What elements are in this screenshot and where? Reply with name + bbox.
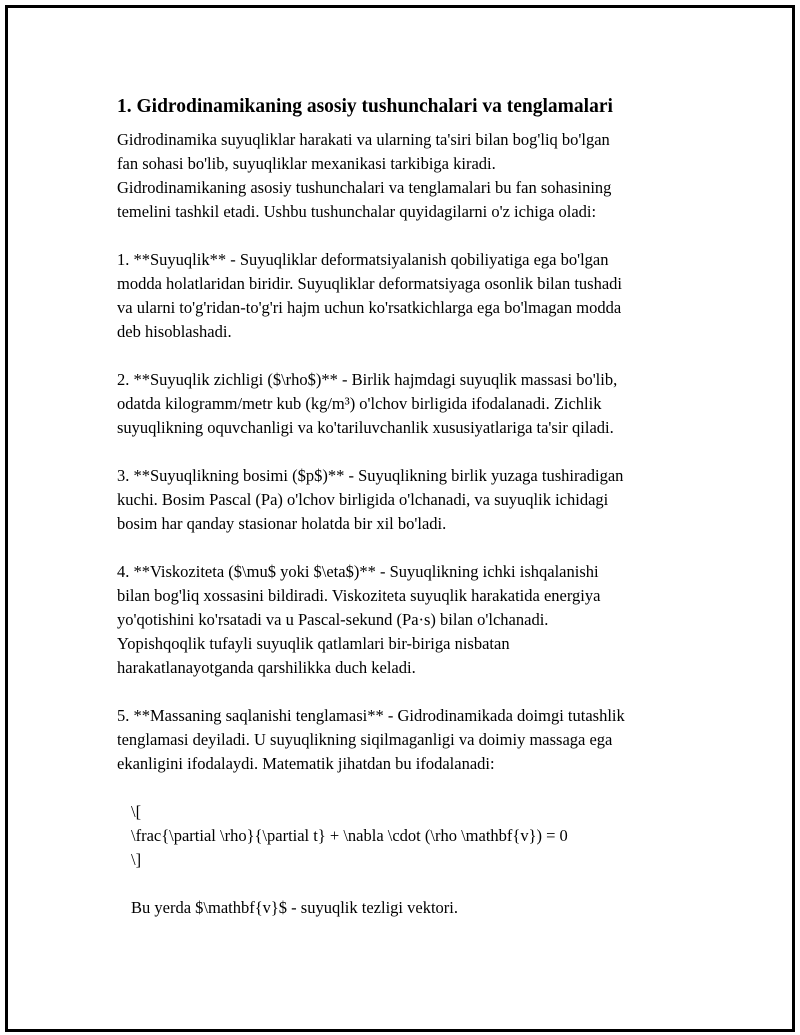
- paragraph-line: va ularni to'g'ridan-to'g'ri hajm uchun ko'rsatkichlarga ega bo'lmagan modda: [117, 298, 622, 317]
- paragraph-line: odatda kilogramm/metr kub (kg/m³) o'lchov birligida ifodalanadi. Zichlik: [117, 394, 602, 413]
- continuity-equation: [131, 800, 717, 872]
- paragraph-line: Gidrodinamika suyuqliklar harakati va ularning ta'siri bilan bog'liq bo'lgan: [117, 130, 610, 149]
- paragraph-line: Yopishqoqlik tufayli suyuqlik qatlamlari bir-biriga nisbatan: [117, 634, 510, 653]
- formula-line: \[: [131, 802, 142, 821]
- paragraph-line: harakatlanayotganda qarshilikka duch keladi.: [117, 658, 416, 677]
- formula-line: \]: [131, 850, 142, 869]
- paragraph-line: kuchi. Bosim Pascal (Pa) o'lchov birligida o'lchanadi, va suyuqlik ichidagi: [117, 490, 609, 509]
- paragraph-line: 5. **Massaning saqlanishi tenglamasi** - Gidrodinamikada doimgi tutashlik: [117, 706, 625, 725]
- paragraph-line: yo'qotishini ko'rsatadi va u Pascal-sekund (Pa·s) bilan o'lchanadi.: [117, 610, 549, 629]
- paragraph-line: ekanligini ifodalaydi. Matematik jihatdan bu ifodalanadi:: [117, 754, 495, 773]
- paragraph-line: Gidrodinamikaning asosiy tushunchalari va tenglamalari bu fan sohasining: [117, 178, 612, 197]
- paragraph-line: deb hisoblashadi.: [117, 322, 232, 341]
- paragraph-line: 2. **Suyuqlik zichligi ($\rho$)** - Birlik hajmdagi suyuqlik massasi bo'lib,: [117, 370, 618, 389]
- list-item-zichlik: [117, 368, 717, 440]
- paragraph-line: suyuqlikning oquvchanligi va ko'tariluvchanlik xususiyatlariga ta'sir qiladi.: [117, 418, 614, 437]
- paragraph-line: modda holatlaridan biridir. Suyuqliklar deformatsiyaga osonlik bilan tushadi: [117, 274, 622, 293]
- paragraph-line: 1. **Suyuqlik** - Suyuqliklar deformatsiyalanish qobiliyatiga ega bo'lgan: [117, 250, 609, 269]
- paragraph-line: tenglamasi deyiladi. U suyuqlikning siqilmaganligi va doimiy massaga ega: [117, 730, 613, 749]
- paragraph-line: Bu yerda $\mathbf{v}$ - suyuqlik tezligi vektori.: [131, 898, 458, 917]
- list-item-massa: [117, 704, 717, 776]
- intro-paragraph: [117, 128, 717, 224]
- paragraph-line: fan sohasi bo'lib, suyuqliklar mexanikasi tarkibiga kiradi.: [117, 154, 496, 173]
- document-body: [117, 94, 717, 920]
- paragraph-line: bilan bog'liq xossasini bildiradi. Viskoziteta suyuqlik harakatida energiya: [117, 586, 601, 605]
- paragraph-line: 4. **Viskoziteta ($\mu$ yoki $\eta$)** - Suyuqlikning ichki ishqalanishi: [117, 562, 599, 581]
- list-item-viskoziteta: [117, 560, 717, 680]
- paragraph-line: temelini tashkil etadi. Ushbu tushunchalar quyidagilarni o'z ichiga oladi:: [117, 202, 597, 221]
- list-item-suyuqlik: [117, 248, 717, 344]
- formula-line: \frac{\partial \rho}{\partial t} + \nabla \cdot (\rho \mathbf{v}) = 0: [131, 826, 568, 845]
- paragraph-line: 3. **Suyuqlikning bosimi ($p$)** - Suyuqlikning birlik yuzaga tushiradigan: [117, 466, 624, 485]
- formula-note: [131, 896, 717, 920]
- document-title: 1. Gidrodinamikaning asosiy tushunchalari va tenglamalari: [117, 96, 613, 117]
- list-item-bosim: [117, 464, 717, 536]
- paragraph-line: bosim har qanday stasionar holatda bir xil bo'ladi.: [117, 514, 447, 533]
